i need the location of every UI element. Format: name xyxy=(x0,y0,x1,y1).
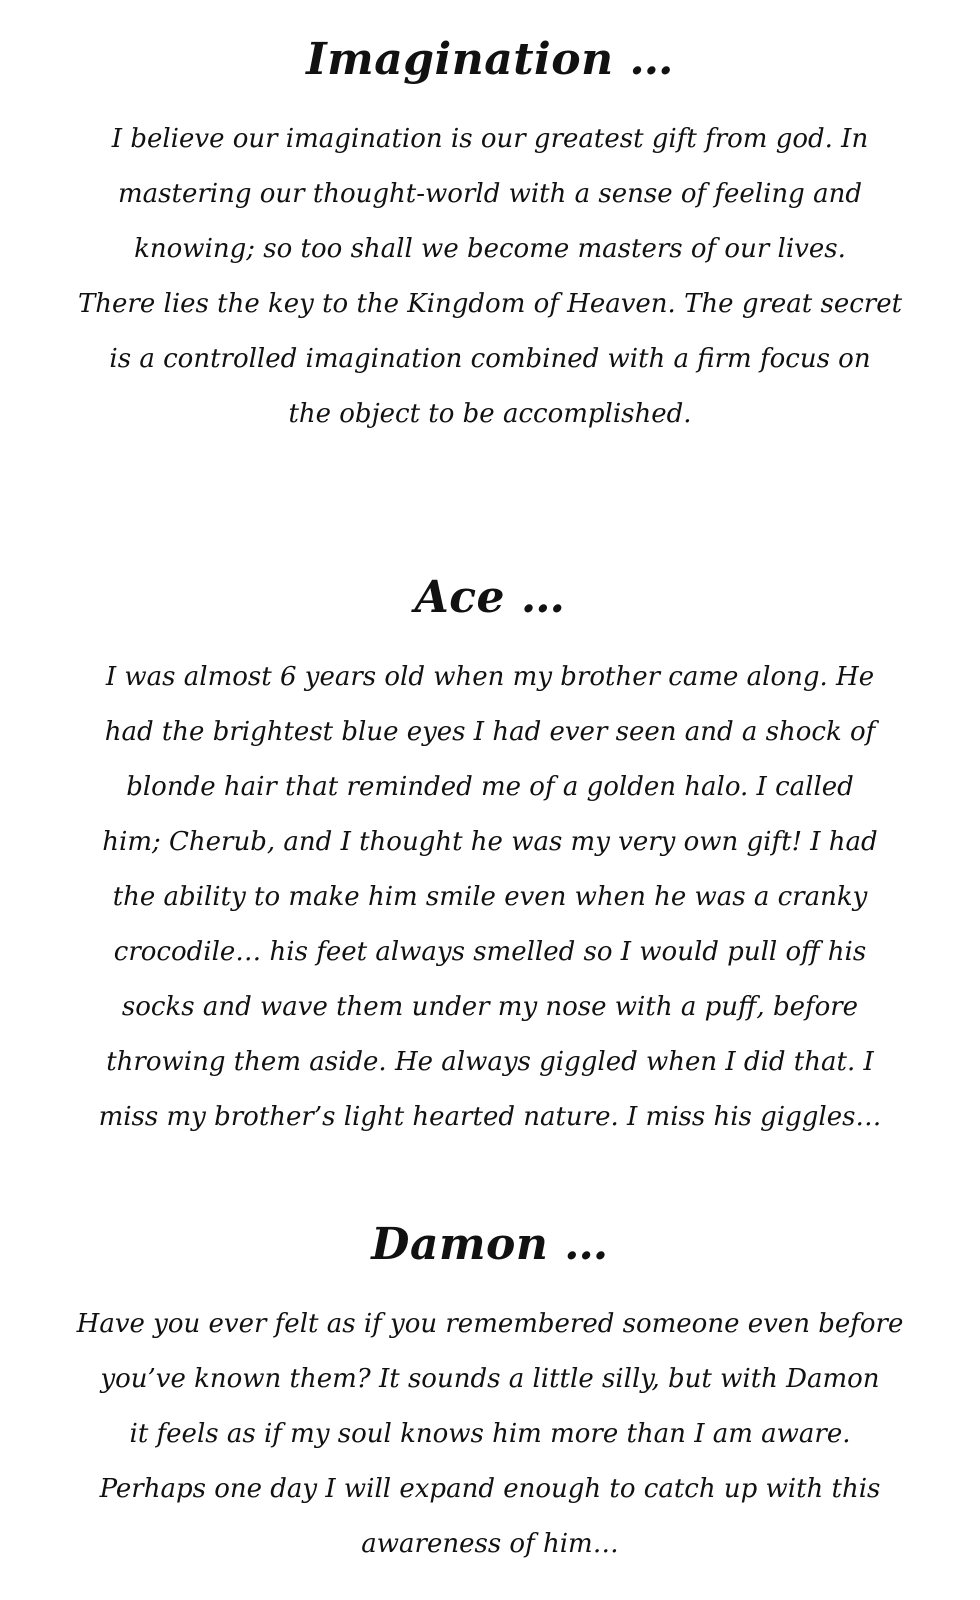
paragraph-line: There lies the key to the Kingdom of Heaven. The great secret xyxy=(77,289,903,319)
paragraph-line: had the brightest blue eyes I had ever seen and a shock of xyxy=(104,717,876,747)
paragraph-line: I believe our imagination is our greatest gift from god. In xyxy=(111,124,869,154)
paragraph-line: mastering our thought-world with a sense of feeling and xyxy=(118,179,862,209)
section-heading-damon: Damon … xyxy=(371,1219,609,1270)
section-ace xyxy=(0,568,980,1145)
paragraph-line: is a controlled imagination combined with a firm focus on xyxy=(109,344,871,374)
section-paragraph-damon xyxy=(0,1297,980,1572)
section-imagination xyxy=(0,30,980,442)
paragraph-line: him; Cherub, and I thought he was my very own gift! I had xyxy=(102,827,878,857)
section-damon xyxy=(0,1215,980,1572)
paragraph-line: you’ve known them? It sounds a little silly, but with Damon xyxy=(100,1364,880,1394)
paragraph-line: awareness of him… xyxy=(361,1529,619,1559)
section-heading-imagination: Imagination … xyxy=(306,34,674,85)
paragraph-line: crocodile… his feet always smelled so I would pull off his xyxy=(113,937,867,967)
paragraph-line: throwing them aside. He always giggled when I did that. I xyxy=(106,1047,874,1077)
paragraph-line: knowing; so too shall we become masters of our lives. xyxy=(134,234,846,264)
section-heading-ace: Ace … xyxy=(414,572,566,623)
paragraph-line: Have you ever felt as if you remembered someone even before xyxy=(76,1309,904,1339)
paragraph-line: it feels as if my soul knows him more than I am aware. xyxy=(129,1419,851,1449)
paragraph-line: the object to be accomplished. xyxy=(288,399,692,429)
paragraph-line: blonde hair that reminded me of a golden halo. I called xyxy=(126,772,854,802)
paragraph-line: Perhaps one day I will expand enough to catch up with this xyxy=(99,1474,881,1504)
paragraph-line: the ability to make him smile even when he was a cranky xyxy=(112,882,868,912)
section-paragraph-ace xyxy=(0,650,980,1145)
paragraph-line: miss my brother’s light hearted nature. I miss his giggles… xyxy=(98,1102,882,1132)
paragraph-line: socks and wave them under my nose with a puff, before xyxy=(121,992,859,1022)
paragraph-line: I was almost 6 years old when my brother came along. He xyxy=(105,662,875,692)
section-paragraph-imagination xyxy=(0,112,980,442)
